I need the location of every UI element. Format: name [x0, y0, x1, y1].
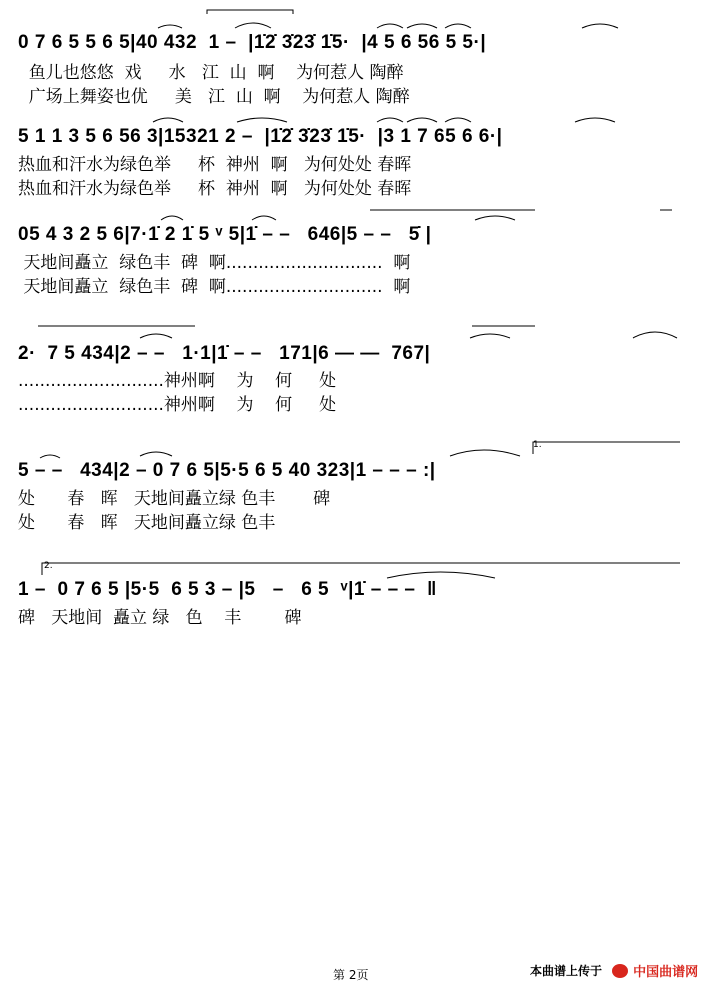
notation-line-4: 2· 7 5 434|2 – – 1·1|1̇ – – 171|6 — — 767|: [18, 343, 431, 364]
lyric-line-4b: ...........................神州啊 为 何 处: [18, 395, 337, 415]
lyric-line-3a: 天地间矗立 绿色丰 碑 啊............................. 啊: [18, 253, 411, 273]
site-logo[interactable]: [612, 960, 698, 980]
notation-line-5: 5 – – 434|2 – 0 7 6 5|5·5 6 5 40 323|1 – – – :|: [18, 460, 436, 481]
lyric-line-5a: 处 春 晖 天地间矗立绿 色丰 碑: [18, 489, 331, 509]
volta-1-label: 1.: [533, 440, 542, 450]
lyric-line-2a: 热血和汗水为绿色举 杯 神州 啊 为何处处 春晖: [18, 155, 412, 175]
lyric-line-2b: 热血和汗水为绿色举 杯 神州 啊 为何处处 春晖: [18, 179, 412, 199]
lyric-line-1a: 鱼儿也悠悠 戏 水 江 山 啊 为何惹人 陶醉: [18, 63, 404, 83]
volta-2-label: 2.: [44, 561, 53, 571]
notation-line-1: 0 7 6 5 5 6 5|40 432 1 – |1̇2̇ 3̇23̇ 1̇5· |4 5 6 56 5 5·|: [18, 32, 487, 53]
logo-icon: [612, 964, 628, 978]
uploaded-to-label: 本曲谱上传于: [530, 964, 603, 978]
logo-text: 中国曲谱网: [633, 965, 699, 980]
notation-line-6: 1 – 0 7 6 5 |5·5 6 5 3 – |5 – 6 5 ᵛ|1̇ – – – ‖: [18, 579, 438, 600]
notation-line-3: 05 4 3 2 5 6|7·1̇ 2 1̇ 5 ᵛ 5|1̇ – – 646|5 – – 5̇ |: [18, 224, 432, 245]
lyric-line-5b: 处 春 晖 天地间矗立绿 色丰: [18, 513, 276, 533]
page-number: 第 2页: [333, 968, 369, 982]
lyric-line-1b: 广场上舞姿也优 美 江 山 啊 为何惹人 陶醉: [18, 87, 410, 107]
lyric-line-6a: 碑 天地间 矗立 绿 色 丰 碑: [18, 608, 302, 628]
notation-line-2: 5 1 1 3 5 6 56 3|15321 2 – |1̇2̇ 3̇23̇ 1̇5· |3 1 7 65 6 6·|: [18, 126, 503, 147]
lyric-line-3b: 天地间矗立 绿色丰 碑 啊............................. 啊: [18, 277, 411, 297]
lyric-line-4a: ...........................神州啊 为 何 处: [18, 371, 337, 391]
